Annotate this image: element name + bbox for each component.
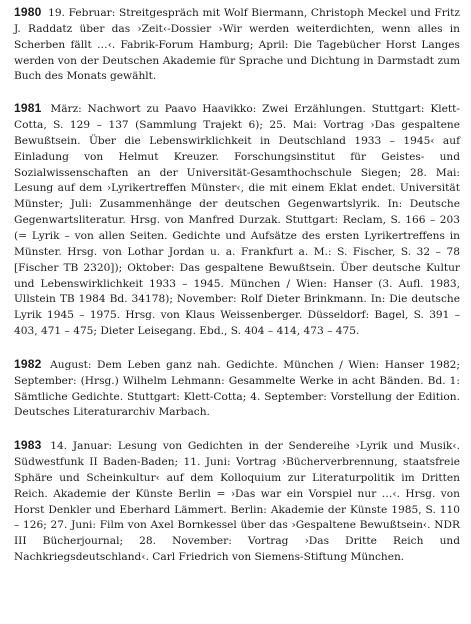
entry-year: 1983 bbox=[14, 438, 42, 453]
chronology-entry-1982 bbox=[14, 357, 460, 421]
entry-year: 1980 bbox=[14, 5, 42, 19]
chronology-entry-1983 bbox=[14, 438, 460, 566]
entry-text: März: Nachwort zu Paavo Haavikko: Zwei Erzählungen. Stuttgart: Klett-Cotta, S. 129 – 137 (Sammlung Trajekt 6); 25. Mai: Vortrag ›Das gespaltene Bewußtsein. Über die Lebenswirklichkeit in Deutschland 1933 – 1945‹ auf Einladung von Helmut Kreuzer. Forschungsinstitut für Geistes- und Sozialwissenschaften an der Universität-Gesamthochschule Siegen; 28. Mai: Lesung auf dem ›Lyrikertreffen Münster‹, die mit einem Eklat endet. Universität Münster; Juli: Zusammenhänge der deutschen Gegenwartslyrik. In: Deutsche Gegenwartsliteratur. Hrsg. von Manfred Durzak. Stuttgart: Reclam, S. 166 – 203 (= Lyrik – von allen Seiten. Gedichte und Aufsätze des ersten Lyrikertreffens in Münster. Hrsg. von Lothar Jordan u. a. Frankfurt a. M.: S. Fischer, S. 32 – 78 [Fischer TB 2320]); Oktober: Das gespaltene Bewußtsein. Über deutsche Kultur und Lebenswirklichkeit 1933 – 1945. München / Wien: Hanser (3. Aufl. 1983, Ullstein TB 1984 Bd. 34178); November: Rolf Dieter Brinkmann. In: Die deutsche Lyrik 1945 – 1975. Hrsg. von Klaus Weissenberger. Düsseldorf: Bagel, S. 391 – 403, 471 – 475; Dieter Leisegang. Ebd., S. 404 – 414, 473 – 475. bbox=[14, 103, 460, 338]
chronology-entry-1980 bbox=[14, 5, 460, 85]
chronology-entry-1981 bbox=[14, 101, 460, 340]
entry-text: 19. Februar: Streitgespräch mit Wolf Biermann, Christoph Meckel und Fritz J. Raddatz über das ›Zeit‹-Dossier ›Wir werden weiterdichten, wenn alles in Scherben fällt …‹. Fabrik-Forum Hamburg; April: Die Tagebücher Horst Langes werden von der Deutschen Akademie für Sprache und Dichtung in Darmstadt zum Buch des Monats gewählt. bbox=[14, 7, 461, 83]
entry-year: 1982 bbox=[14, 356, 42, 371]
entry-text: August: Dem Leben ganz nah. Gedichte. München / Wien: Hanser 1982; September: (Hrsg.) Wilhelm Lehmann: Gesammelte Werke in acht Bänden. Bd. 1: Sämtliche Gedichte. Stuttgart: Klett-Cotta; 4. September: Vorstellung der Edition. Deutsches Literaturarchiv Marbach. bbox=[14, 358, 460, 419]
entry-year: 1981 bbox=[14, 101, 42, 116]
entry-text: 14. Januar: Lesung von Gedichten in der Sendereihe ›Lyrik und Musik‹. Südwestfunk II Baden-Baden; 11. Juni: Vortrag ›Bücherverbrennung, staatsfreie Sphäre und Scheinkultur‹ auf dem Kolloquium zur Literaturpolitik im Dritten Reich. Akademie der Künste Berlin = ›Das war ein Vorspiel nur …‹. Hrsg. von Horst Denkler und Eberhard Lämmert. Berlin: Akademie der Künste 1985, S. 110 – 126; 27. Juni: Film von Axel Bornkessel über das ›Gespaltene Bewußtsein‹. NDR III Bücherjournal; 28. November: Vortrag ›Das Dritte Reich und Nachkriegsdeutschland‹. Carl Friedrich von Siemens-Stiftung München. bbox=[14, 440, 460, 564]
